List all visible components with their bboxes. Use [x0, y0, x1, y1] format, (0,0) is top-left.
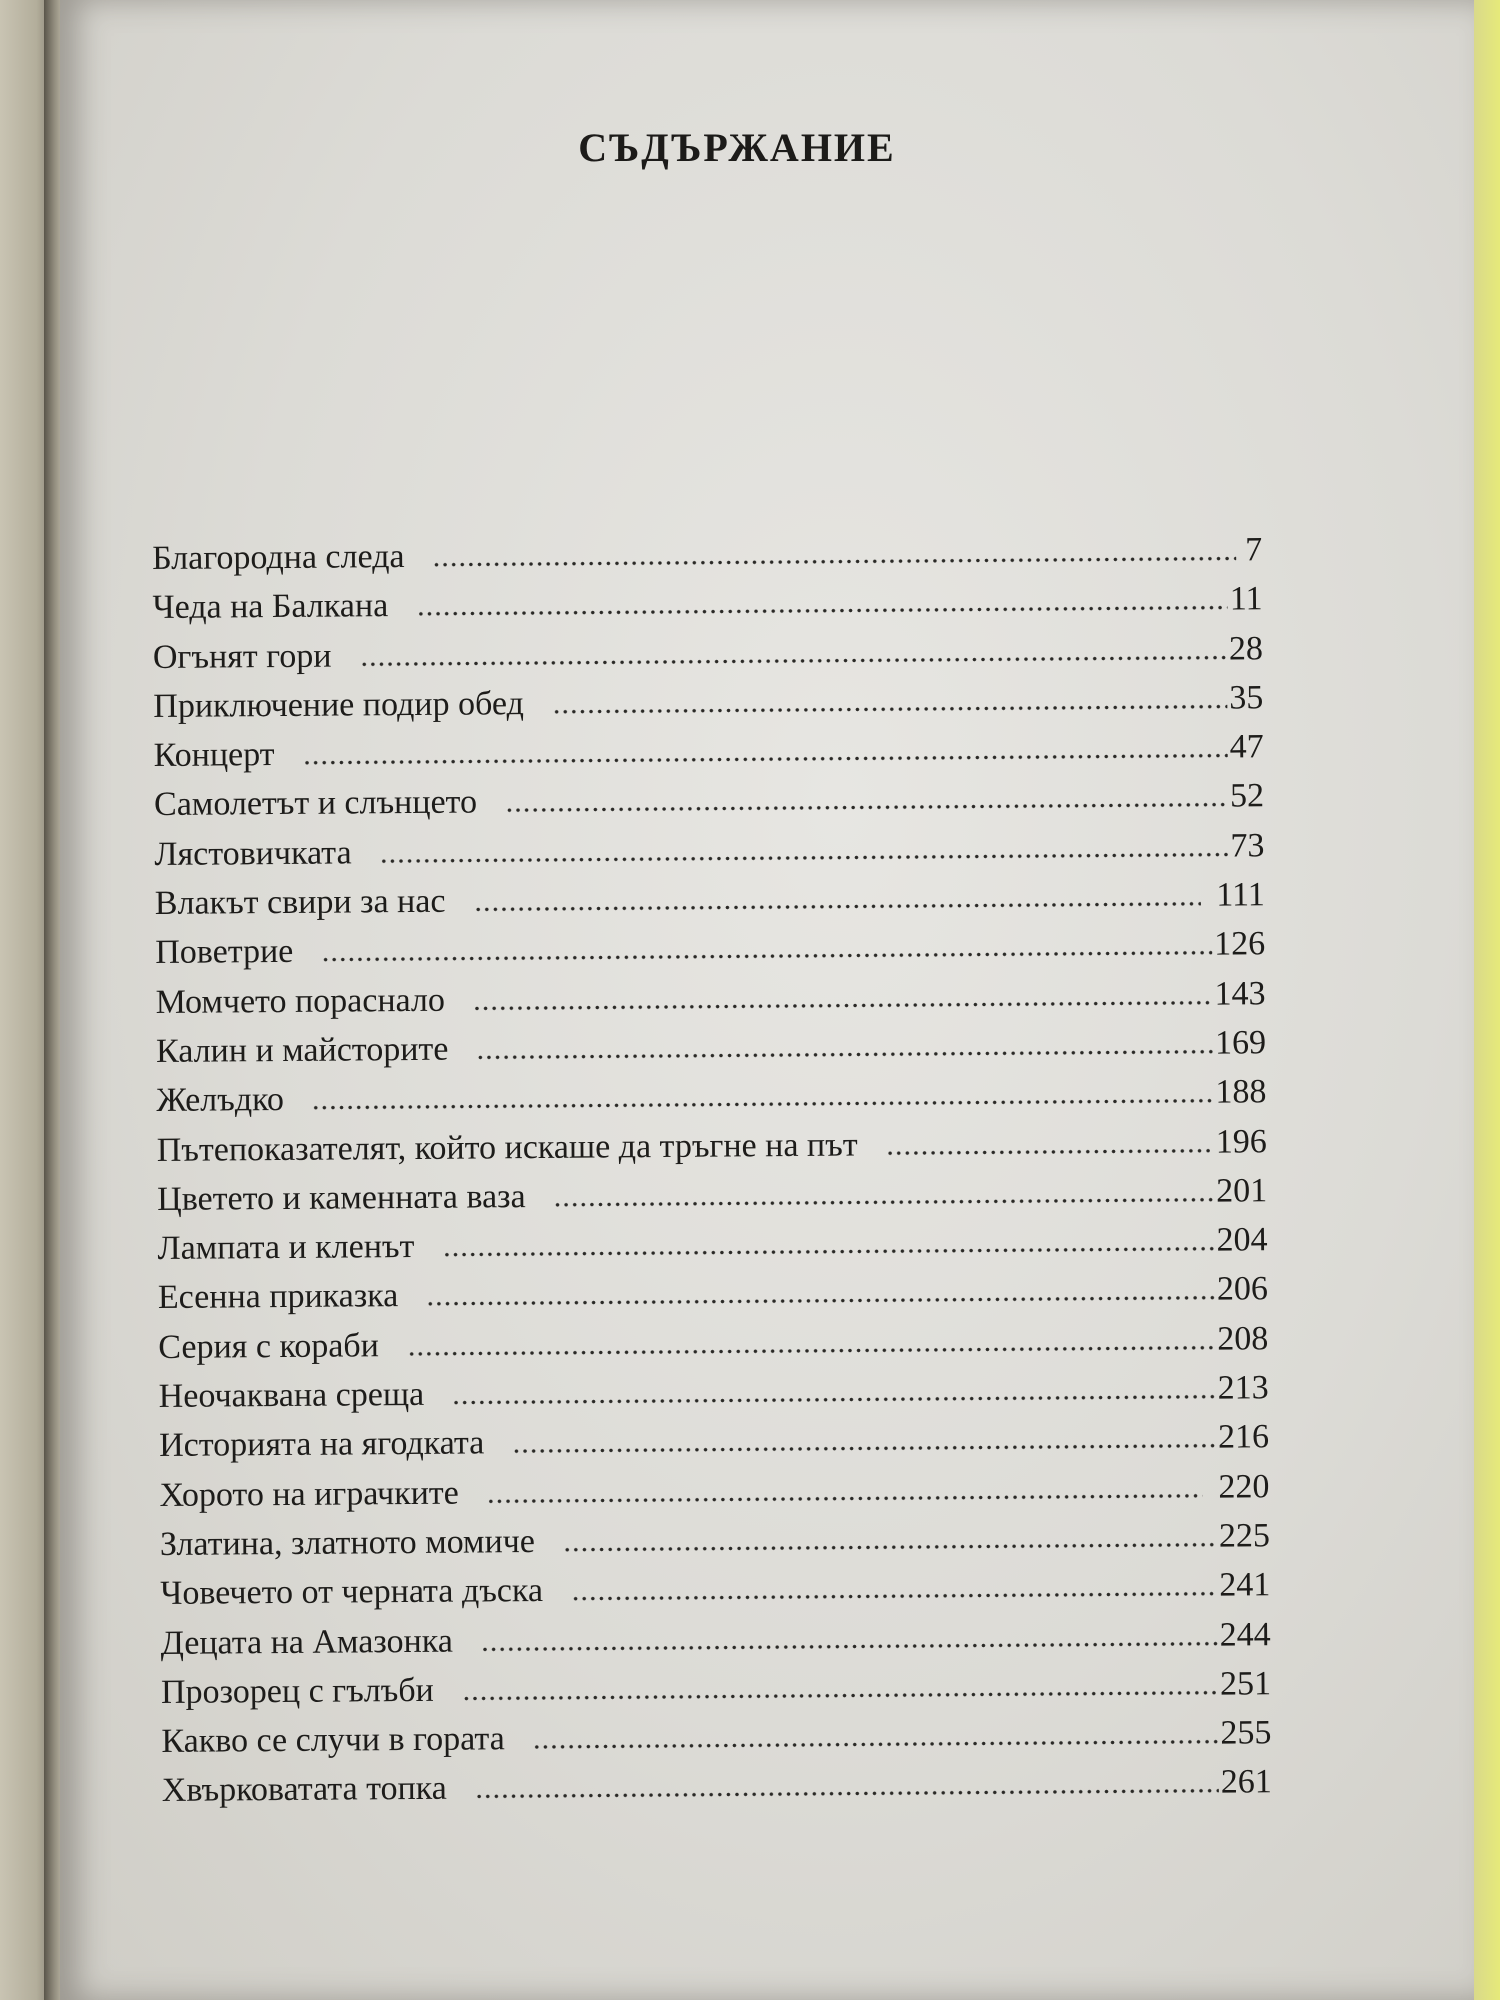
toc-entry-page: 196	[1215, 1122, 1267, 1161]
toc-entry-title: Есенна приказка	[157, 1277, 399, 1317]
table-of-contents	[152, 531, 1272, 1821]
toc-entry	[152, 581, 1262, 639]
toc-entry-title: Поветрие	[155, 933, 294, 972]
toc-entry-title: Историята на ягодката	[158, 1424, 485, 1465]
dot-leader	[416, 606, 1228, 616]
toc-entry	[157, 1123, 1267, 1181]
page-title: СЪДЪРЖАНИЕ	[578, 125, 896, 170]
dot-leader	[512, 1444, 1216, 1454]
toc-entry-title: Самолетът и слънцето	[153, 783, 478, 824]
toc-entry-page: 47	[1229, 728, 1264, 766]
toc-entry-title: Какво се случи в гората	[161, 1720, 505, 1761]
toc-entry	[155, 926, 1265, 984]
toc-entry-page: 201	[1216, 1172, 1268, 1210]
toc-entry-title: Човечето от черната дъска	[160, 1572, 544, 1613]
dot-leader	[476, 1050, 1213, 1060]
toc-entry-page: 216	[1217, 1418, 1270, 1456]
toc-entry-page: 204	[1216, 1221, 1268, 1259]
toc-entry	[162, 1764, 1272, 1822]
contents-page	[60, 0, 1474, 2000]
toc-entry-title: Чеда на Балкана	[152, 587, 389, 627]
toc-entry-title: Хорото на играчките	[159, 1474, 459, 1514]
toc-entry-title: Неочаквана среща	[158, 1375, 425, 1416]
toc-entry	[153, 630, 1263, 688]
background-surface	[1474, 0, 1500, 2000]
dot-leader	[552, 704, 1227, 713]
toc-entry-page: 35	[1229, 679, 1264, 717]
toc-entry-page: 220	[1218, 1467, 1270, 1506]
dot-leader	[473, 1000, 1213, 1010]
toc-entry	[157, 1221, 1267, 1279]
dot-leader	[433, 556, 1237, 566]
toc-entry	[155, 876, 1265, 934]
toc-entry-title: Лястовичката	[154, 834, 352, 873]
toc-entry	[157, 1172, 1267, 1230]
toc-entry	[159, 1419, 1269, 1477]
toc-entry-title: Серия с кораби	[158, 1326, 379, 1366]
toc-entry-page: 7	[1244, 531, 1263, 569]
toc-entry	[161, 1616, 1271, 1674]
dot-leader	[303, 754, 1228, 765]
dot-leader	[407, 1345, 1216, 1355]
toc-entry-page: 126	[1214, 925, 1266, 964]
toc-entry	[159, 1468, 1269, 1526]
toc-entry-title: Желъдко	[156, 1081, 285, 1120]
toc-entry-title: Децата на Амазонка	[160, 1622, 454, 1662]
dot-leader	[487, 1493, 1203, 1503]
toc-entry	[153, 679, 1263, 737]
toc-entry	[154, 827, 1264, 885]
toc-entry	[156, 1024, 1266, 1082]
toc-entry	[158, 1271, 1268, 1329]
toc-entry-page: 208	[1217, 1320, 1269, 1358]
toc-entry-page: 188	[1215, 1073, 1267, 1111]
toc-entry-title: Пътепоказателят, който искаше да тръгне на път	[156, 1126, 858, 1169]
toc-entry-page: 261	[1220, 1763, 1272, 1802]
dot-leader	[312, 1099, 1214, 1110]
toc-entry-title: Концерт	[153, 736, 275, 775]
toc-entry-title: Благородна следа	[152, 538, 405, 577]
dot-leader	[426, 1296, 1215, 1306]
bleed-through-text	[2, 60, 48, 1960]
dot-leader	[505, 803, 1228, 813]
toc-entry-page: 225	[1218, 1517, 1270, 1555]
toc-entry-title: Огънят гори	[152, 637, 332, 676]
dot-leader	[475, 1789, 1219, 1799]
dot-leader	[452, 1395, 1216, 1405]
toc-entry-title: Лампата и кленът	[157, 1228, 415, 1268]
toc-entry-page: 143	[1214, 974, 1266, 1013]
dot-leader	[886, 1148, 1214, 1155]
toc-entry-page: 111	[1216, 876, 1265, 914]
dot-leader	[462, 1690, 1218, 1700]
toc-entry	[160, 1517, 1270, 1575]
toc-entry-title: Цветето и каменната ваза	[157, 1177, 526, 1218]
toc-entry-page: 251	[1219, 1665, 1272, 1703]
dot-leader	[321, 951, 1212, 962]
dot-leader	[481, 1641, 1218, 1651]
toc-entry	[152, 531, 1262, 589]
dot-leader	[554, 1198, 1215, 1207]
toc-entry-page: 73	[1230, 827, 1265, 865]
toc-entry	[160, 1566, 1270, 1624]
toc-entry-title: Златина, златното момиче	[159, 1522, 536, 1563]
toc-entry	[156, 1074, 1266, 1132]
dot-leader	[442, 1247, 1214, 1257]
toc-entry-page: 244	[1219, 1615, 1271, 1654]
toc-entry-page: 241	[1219, 1566, 1271, 1604]
toc-entry-title: Прозорец с гълъби	[160, 1671, 434, 1711]
toc-entry-page: 52	[1229, 777, 1265, 816]
toc-entry	[154, 728, 1264, 786]
toc-entry-page: 255	[1220, 1714, 1272, 1752]
toc-entry-title: Приключение подир обед	[153, 684, 524, 725]
toc-entry	[161, 1665, 1271, 1723]
toc-entry	[154, 778, 1264, 836]
toc-entry	[159, 1369, 1269, 1427]
toc-entry-page: 11	[1229, 580, 1263, 618]
toc-entry	[161, 1714, 1271, 1772]
dot-leader	[360, 655, 1227, 666]
toc-entry-page: 28	[1228, 629, 1264, 668]
dot-leader	[533, 1740, 1219, 1749]
dot-leader	[380, 852, 1229, 863]
toc-entry	[158, 1320, 1268, 1378]
toc-entry-title: Хвърковатата топка	[161, 1770, 447, 1810]
dot-leader	[563, 1543, 1217, 1552]
dot-leader	[571, 1592, 1217, 1601]
toc-entry-page: 169	[1214, 1024, 1267, 1062]
toc-entry	[155, 975, 1265, 1033]
dot-leader	[474, 902, 1201, 912]
toc-entry-page: 213	[1217, 1369, 1269, 1407]
toc-entry-title: Момчето пораснало	[155, 981, 446, 1021]
toc-entry-title: Калин и майсторите	[155, 1030, 449, 1070]
toc-entry-title: Влакът свири за нас	[154, 882, 446, 923]
toc-entry-page: 206	[1216, 1270, 1269, 1309]
